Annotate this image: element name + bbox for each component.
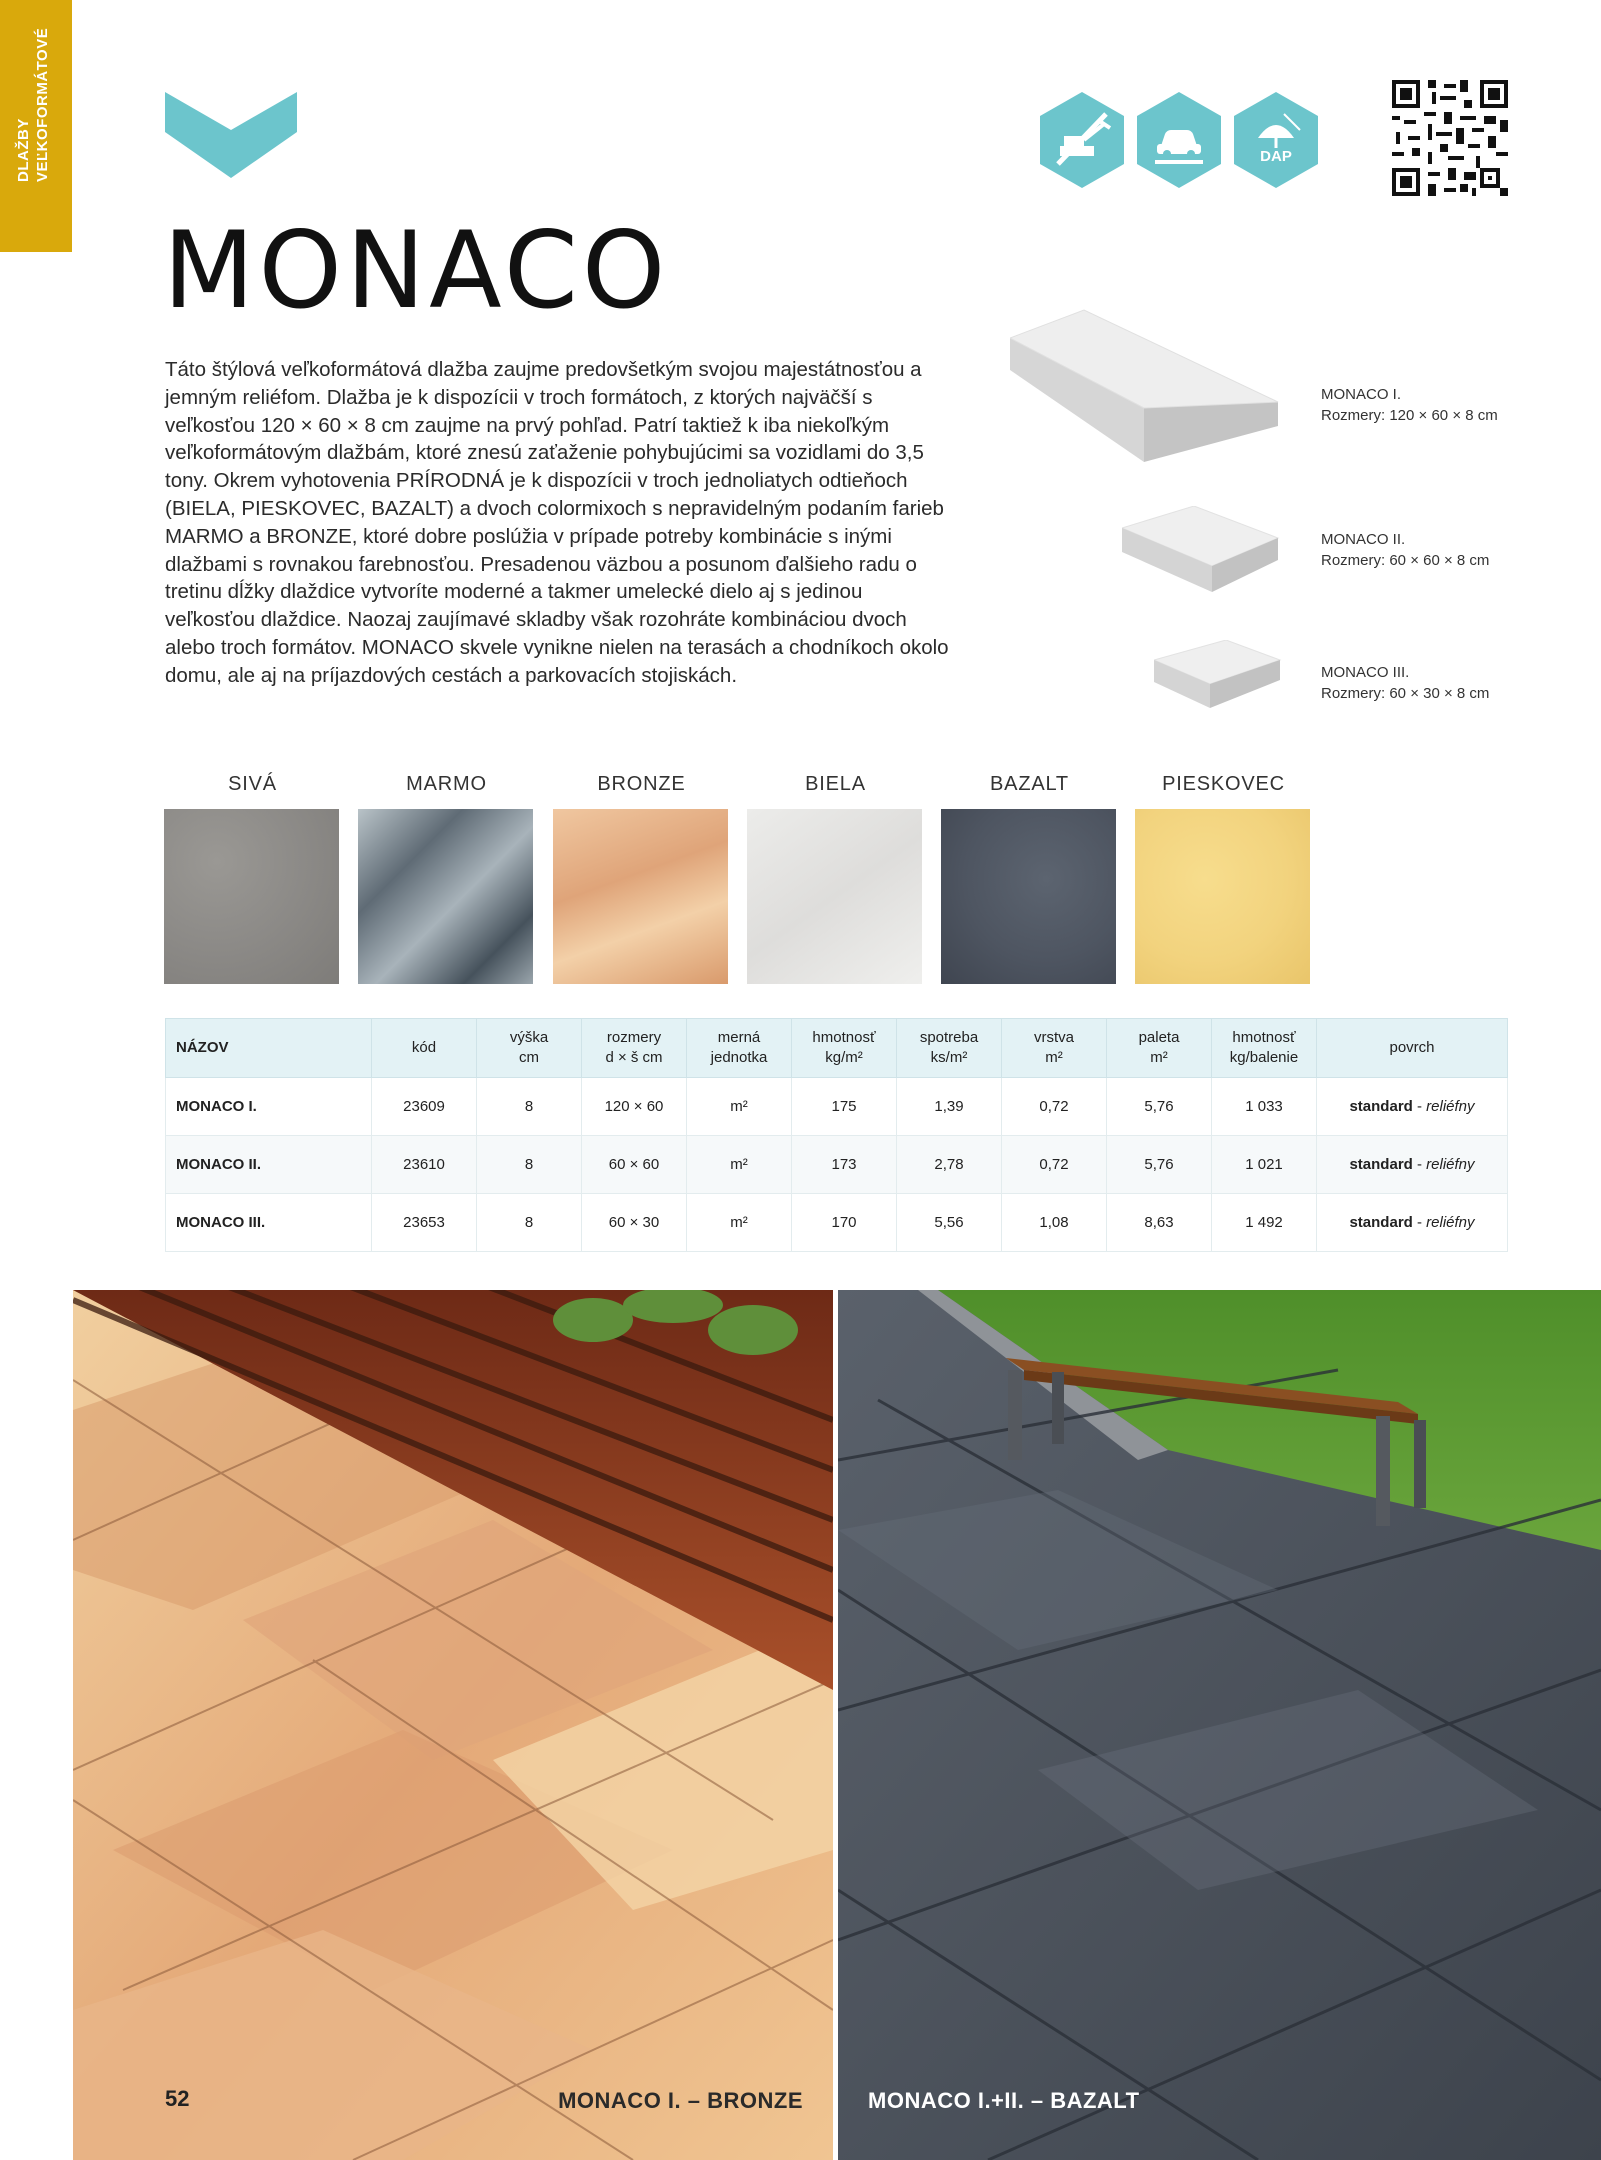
format-label-monaco-3 [1321, 662, 1489, 704]
cell-unit: m² [687, 1078, 792, 1136]
color-name: BRONZE [597, 773, 686, 795]
color-name: PIESKOVEC [1162, 773, 1285, 795]
table-header-row [166, 1019, 1508, 1078]
cell-package-weight: 1 021 [1212, 1136, 1317, 1194]
col-header-layer: vrstva m² [1002, 1019, 1107, 1078]
product-description: Táto štýlová veľkoformátová dlažba zaujme predovšetkým svojou majestátnosťou a jemným reliéfom. Dlažba je k dispozícii v troch formátoch, z ktorých najväčší s veľkosťou 120 × 60 × 8 cm zaujme na prvý pohľad. Patrí taktiež k iba niekoľkým veľkoformátovým dlažbám, ktoré znesú zaťaženie pohybujúcimi sa vozidlami do 3,5 tony. Okrem vyhotovenia PRÍRODNÁ je k dispozícii v troch jednoliatych odtieňoch (BIELA, PIESKOVEC, BAZALT) a dvoch colormixoch s nepravidelným podaním farieb MARMO a BRONZE, ktoré dobre poslúžia v prípade potreby kombinácie s inými dlažbami s rovnakou farebnosťou. Presadenou väzbou a posunom ďalšieho radu o tretinu dĺžky dlaždice vytvoríte moderné a takmer umelecké dielo aj s jedinou veľkosťou dlaždice. Naozaj zaujímavé skladby však rozohráte kombináciou dvoch alebo troch formátov. MONACO skvele vynikne nielen na terasách a chodníkoch okolo domu, ale aj na príjazdových cestách a parkovacích stojiskách. [165, 358, 949, 687]
color-swatch-siva [164, 773, 341, 984]
format-label-monaco-1 [1321, 384, 1498, 426]
color-swatch-biela [747, 773, 924, 984]
color-sample [358, 809, 533, 984]
format-size: Rozmery: 60 × 60 × 8 cm [1321, 552, 1490, 569]
format-image-monaco-2 [1122, 506, 1282, 596]
cell-weight: 173 [792, 1136, 897, 1194]
cell-name: MONACO I. [166, 1078, 372, 1136]
cell-pallet: 5,76 [1107, 1078, 1212, 1136]
cell-layer: 0,72 [1002, 1136, 1107, 1194]
cell-pallet: 5,76 [1107, 1136, 1212, 1194]
format-name: MONACO I. [1321, 386, 1402, 403]
color-name: BIELA [805, 773, 866, 795]
photo-monaco-bronze [73, 1290, 833, 2160]
color-name: BAZALT [990, 773, 1069, 795]
cell-package-weight: 1 492 [1212, 1194, 1317, 1252]
format-size: Rozmery: 120 × 60 × 8 cm [1321, 407, 1498, 424]
cell-layer: 0,72 [1002, 1078, 1107, 1136]
cell-surface: standard - reliéfny [1317, 1194, 1508, 1252]
product-title: MONACO [163, 209, 670, 332]
section-tab-label [14, 27, 52, 182]
cell-height: 8 [477, 1136, 582, 1194]
cell-name: MONACO III. [166, 1194, 372, 1252]
section-tab-line2: VEĽKOFORMÁTOVÉ [34, 27, 51, 182]
cell-code: 23609 [372, 1078, 477, 1136]
section-tab-line1: DLAŽBY [15, 118, 32, 182]
qr-code[interactable] [1392, 80, 1508, 196]
color-swatch-marmo [358, 773, 535, 984]
vibrating-plate-crossed-icon [1038, 90, 1126, 190]
cell-height: 8 [477, 1078, 582, 1136]
cell-pallet: 8,63 [1107, 1194, 1212, 1252]
color-swatch-bronze [553, 773, 730, 984]
cell-name: MONACO II. [166, 1136, 372, 1194]
color-swatch-bazalt [941, 773, 1118, 984]
col-header-pallet: paleta m² [1107, 1019, 1212, 1078]
format-name: MONACO II. [1321, 531, 1406, 548]
cell-weight: 170 [792, 1194, 897, 1252]
umbrella-dap-icon [1232, 90, 1320, 190]
table-row [166, 1078, 1508, 1136]
section-tab [0, 0, 72, 252]
cell-code: 23610 [372, 1136, 477, 1194]
photo-monaco-bazalt [838, 1290, 1601, 2160]
col-header-unit: merná jednotka [687, 1019, 792, 1078]
cell-surface: standard - reliéfny [1317, 1078, 1508, 1136]
format-label-monaco-2 [1321, 529, 1489, 571]
specs-table [165, 1018, 1508, 1252]
color-swatch-pieskovec [1135, 773, 1312, 984]
cell-dimensions: 120 × 60 [582, 1078, 687, 1136]
format-image-monaco-3 [1154, 640, 1284, 712]
cell-unit: m² [687, 1194, 792, 1252]
col-header-height: výška cm [477, 1019, 582, 1078]
color-sample [164, 809, 339, 984]
chevron-logo-icon [165, 92, 297, 182]
format-image-monaco-1 [1010, 308, 1280, 468]
cell-dimensions: 60 × 60 [582, 1136, 687, 1194]
col-header-surface: povrch [1317, 1019, 1508, 1078]
cell-surface: standard - reliéfny [1317, 1136, 1508, 1194]
table-row [166, 1194, 1508, 1252]
cell-code: 23653 [372, 1194, 477, 1252]
format-name: MONACO III. [1321, 664, 1410, 681]
cell-height: 8 [477, 1194, 582, 1252]
col-header-code: kód [372, 1019, 477, 1078]
col-header-weight: hmotnosť kg/m² [792, 1019, 897, 1078]
color-name: SIVÁ [228, 773, 277, 795]
color-name: MARMO [406, 773, 487, 795]
cell-consumption: 5,56 [897, 1194, 1002, 1252]
color-sample [1135, 809, 1310, 984]
format-size: Rozmery: 60 × 30 × 8 cm [1321, 685, 1490, 702]
cell-layer: 1,08 [1002, 1194, 1107, 1252]
col-header-consumption: spotreba ks/m² [897, 1019, 1002, 1078]
color-sample [747, 809, 922, 984]
cell-unit: m² [687, 1136, 792, 1194]
col-header-package-weight: hmotnosť kg/balenie [1212, 1019, 1317, 1078]
photo-caption: MONACO I. – BRONZE [558, 2088, 803, 2113]
color-sample [553, 809, 728, 984]
car-traffic-icon [1135, 90, 1223, 190]
table-row [166, 1136, 1508, 1194]
photo-caption: MONACO I.+II. – BAZALT [868, 2088, 1140, 2113]
dap-label: DAP [1260, 148, 1292, 165]
cell-weight: 175 [792, 1078, 897, 1136]
cell-package-weight: 1 033 [1212, 1078, 1317, 1136]
cell-consumption: 2,78 [897, 1136, 1002, 1194]
col-header-name: NÁZOV [166, 1019, 372, 1078]
color-sample [941, 809, 1116, 984]
page-number: 52 [165, 2086, 190, 2111]
cell-dimensions: 60 × 30 [582, 1194, 687, 1252]
col-header-dimensions: rozmery d × š cm [582, 1019, 687, 1078]
cell-consumption: 1,39 [897, 1078, 1002, 1136]
